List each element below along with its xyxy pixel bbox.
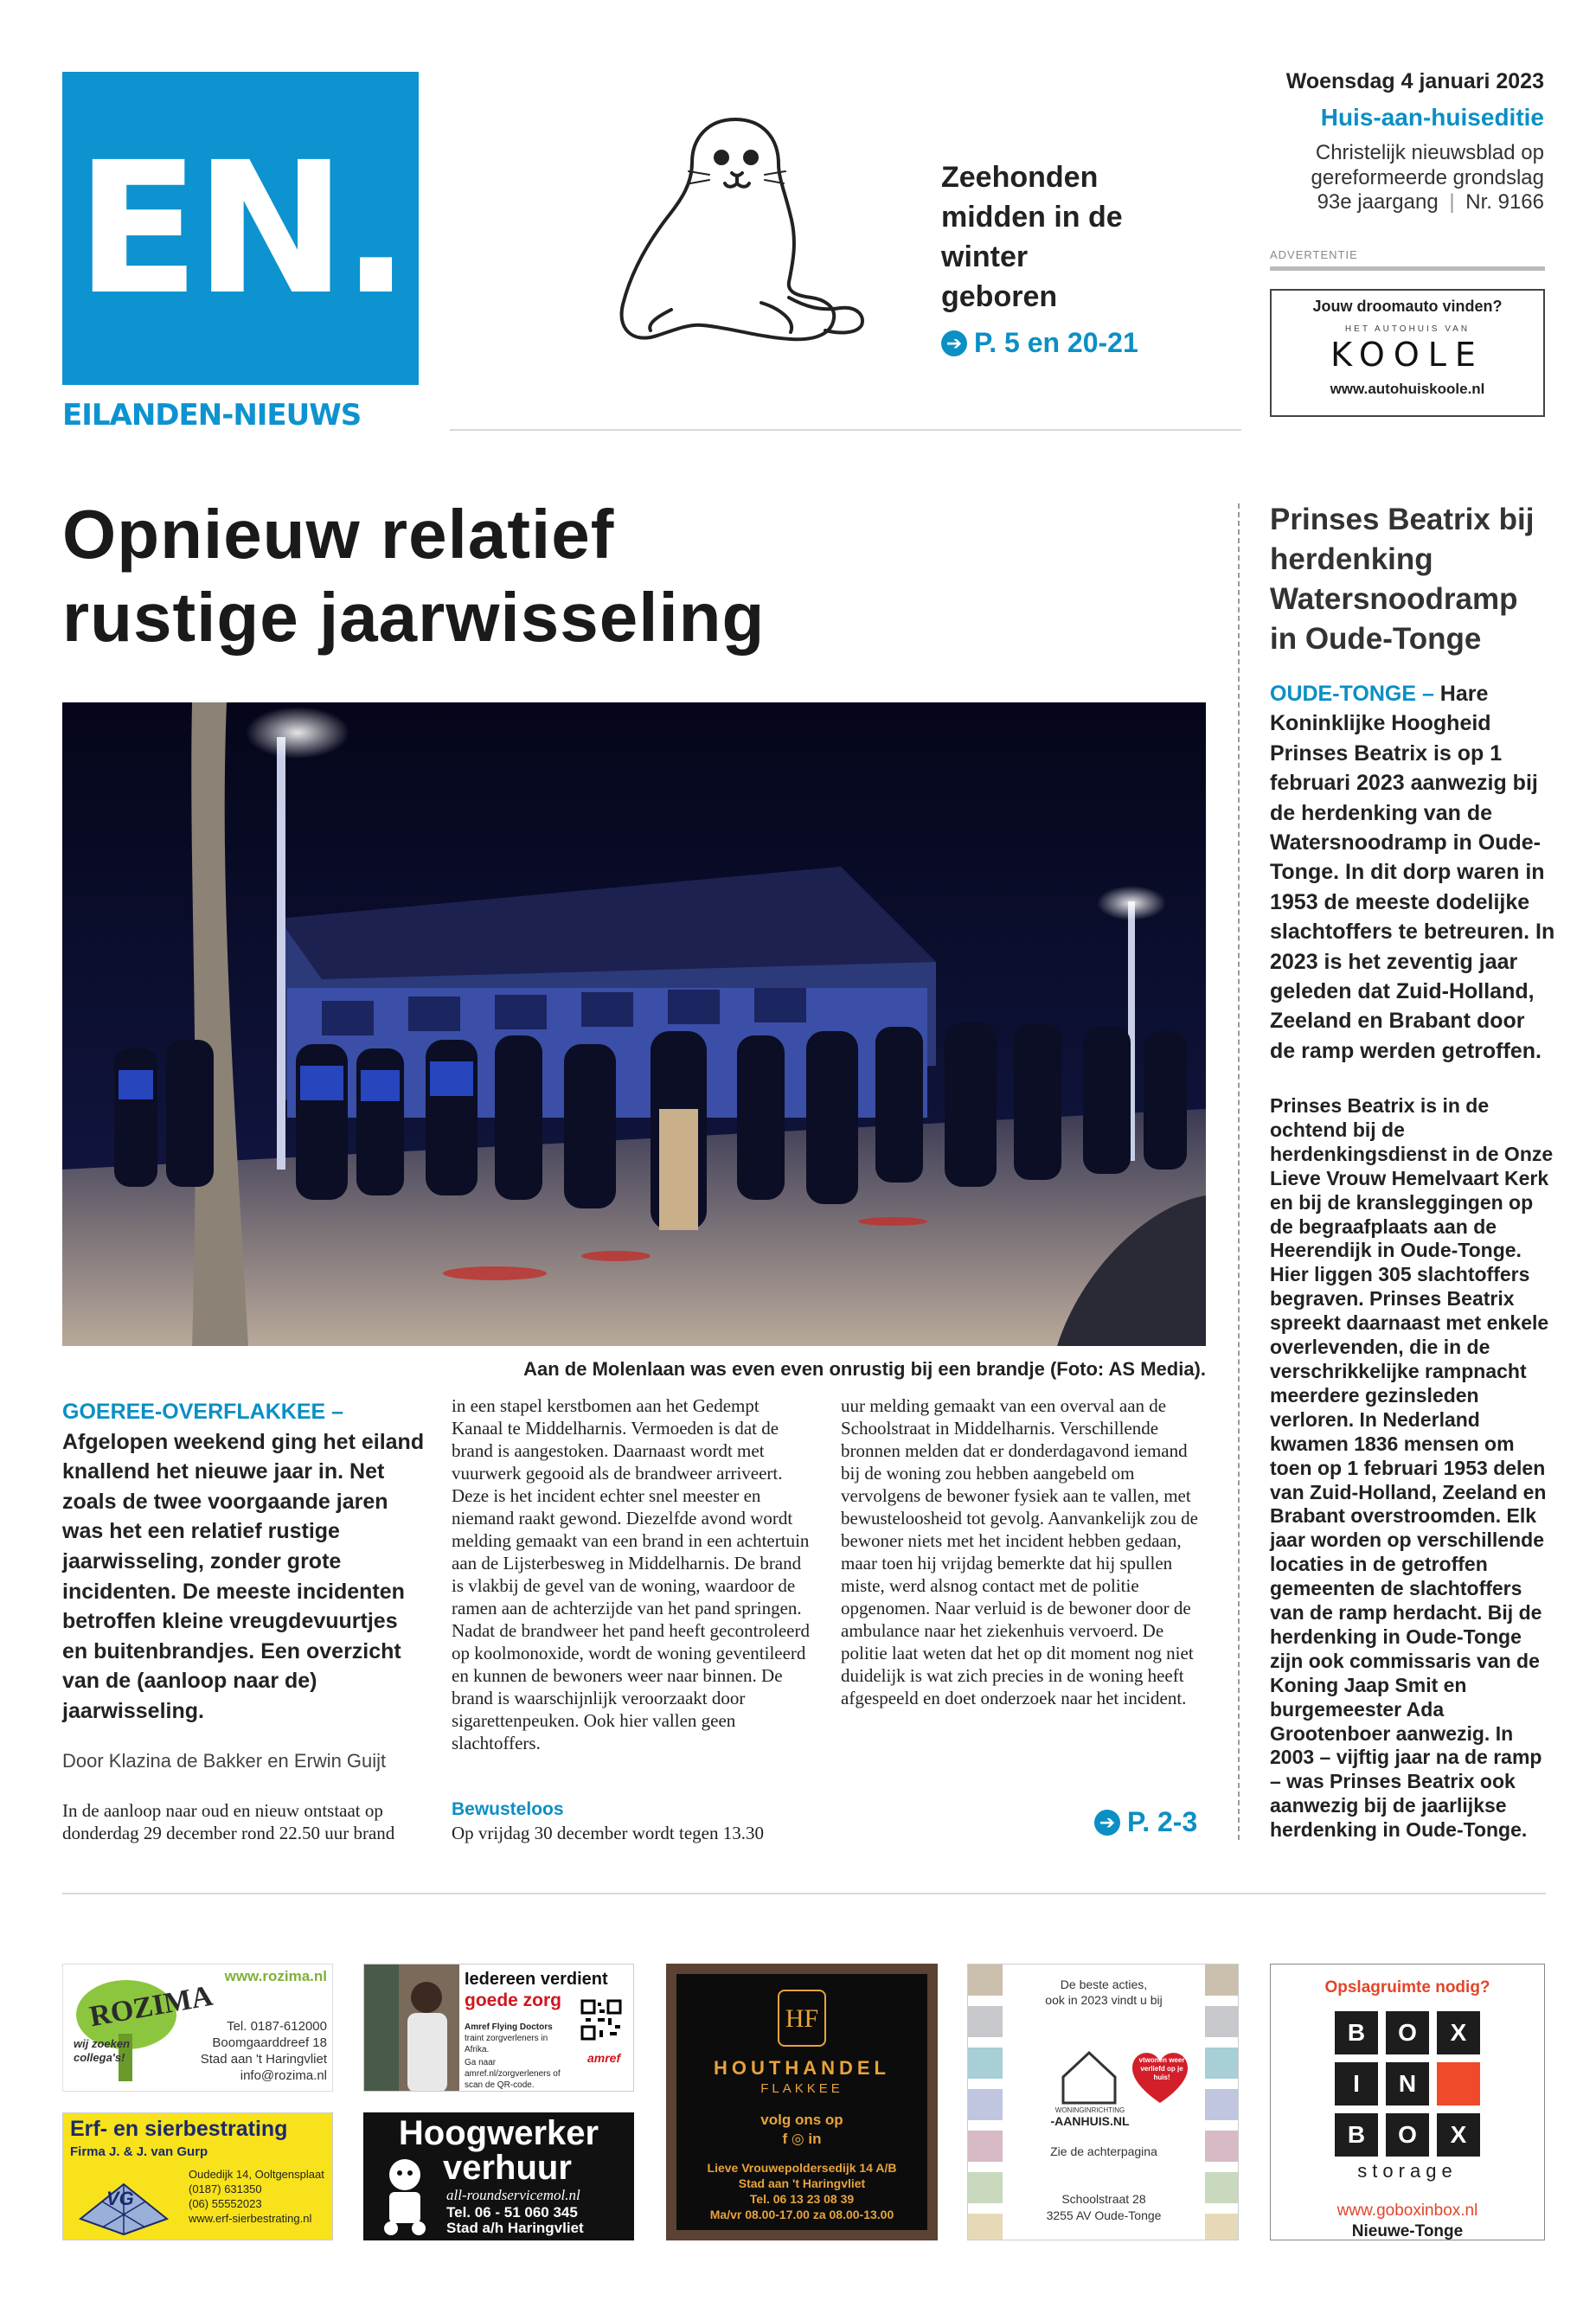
sidebar-lead-text: Hare Koninklijke Hoogheid Prinses Beatrix is op 1 februari 2023 aanwezig bij de herdenking van de Watersnoodramp in Oude-Tonge. In dit dorp waren in 1953 de meeste dodelijke slachtoffers te betreuren. In 2023 is het zeventig jaar geleden dat Zuid-Holland, Zeeland en Brabant door de ramp werden getroffen. [1270, 682, 1555, 1063]
teaser-page-link[interactable] [941, 327, 1138, 359]
teaser-title[interactable]: Zeehonden midden in de winter geboren [941, 161, 1123, 313]
boxinbox-question: Opslagruimte nodig? [1324, 1978, 1490, 1997]
logo-cell: B [1335, 2011, 1378, 2054]
houthandel-city: Stad aan 't Haringvliet [738, 2176, 866, 2190]
intro-dateline: GOEREE-OVERFLAKKEE – [62, 1400, 344, 1424]
logo-cell: I [1335, 2062, 1378, 2106]
rozima-street: Boomgaarddreef 18 [212, 2035, 327, 2050]
erf-address: Oudedijk 14, Ooltgensplaat [189, 2168, 324, 2181]
logo-cell: X [1437, 2113, 1480, 2157]
hoogwerker-phone: Tel. 06 - 51 060 345 [446, 2204, 578, 2221]
koole-advertisement[interactable] [1270, 289, 1545, 417]
aanhuis-street: Schoolstraat 28 [1061, 2192, 1146, 2206]
volume-year: 93e jaargang [1317, 190, 1439, 214]
aanhuis-logo-small: WONINGINRICHTING [1054, 2106, 1125, 2114]
article-column-2: in een stapel kerstbomen aan het Gedempt Kanaal te Middelharnis. Vermoeden is dat de brand is aangestoken. Daarnaast wordt met vuurwerk gegooid als de brandweer arriveert. Deze is het incident echter snel meester en niemand raakt gewond. Diezelfde avond wordt melding gemaakt van een brand in een achtertuin aan de Lijsterbesweg in Middelharnis. De brand is vlakbij de gevel van de woning, waardoor de ramen aan de achterzijde van het pand springen. Nadat de brandweer het pand heeft gecontroleerd op koolmonoxide, wordt de woning geventileerd en kunnen de bewoners weer naar binnen. De brand is waarschijnlijk veroorzaakt door sigarettenpeuken. Ook hier vallen geen slachtoffers. [452, 1395, 810, 1753]
photo-caption: Aan de Molenlaan was even even onrustig bij een brandje (Foto: AS Media). [523, 1358, 1206, 1380]
erf-sierbestrating-advertisement[interactable] [62, 2112, 333, 2240]
hoogwerker-line-1: Hoogwerker [398, 2114, 599, 2152]
edition-description: Christelijk nieuwsblad op gereformeerde grondslag [1311, 141, 1544, 189]
houthandel-hours: Ma/vr 08.00-17.00 za 08.00-13.00 [709, 2208, 894, 2221]
erf-owner: Firma J. & J. van Gurp [70, 2144, 208, 2159]
lead-photo [62, 702, 1206, 1346]
rozima-phone: Tel. 0187-612000 [227, 2019, 327, 2034]
social-icons[interactable]: f ◎ in [782, 2131, 822, 2147]
advertisement-label: ADVERTENTIE [1270, 248, 1358, 261]
article-column-2-bottom: Op vrijdag 30 december wordt tegen 13.30 [452, 1823, 764, 1843]
aanhuis-city: 3255 AV Oude-Tonge [1046, 2208, 1162, 2222]
amref-logo: amref [587, 2051, 621, 2065]
amref-cta: Ga naar amref.nl/zorgverleners of scan de QR-code. [465, 2058, 561, 2090]
rozima-tagline: wij zoeken collega's! [74, 2037, 131, 2064]
edition-type: Huis-aan-huiseditie [1320, 104, 1544, 131]
hoogwerker-advertisement[interactable] [363, 2112, 634, 2240]
houthandel-phone: Tel. 06 13 23 08 39 [749, 2192, 855, 2206]
amref-title: Iedereen verdient [465, 1970, 608, 1989]
boxinbox-logo-grid [1335, 2011, 1480, 2157]
aanhuis-intro-1: De beste acties, [1060, 1977, 1148, 1991]
hoogwerker-city: Stad a/h Haringvliet [446, 2220, 584, 2236]
meta-separator: | [1449, 190, 1455, 214]
aanhuis-heart-text: vtwonen weer verliefd op je huis! [1138, 2056, 1185, 2081]
seal-illustration [606, 104, 882, 363]
byline: Door Klazina de Bakker en Erwin Guijt [62, 1750, 387, 1772]
logo-cell: O [1386, 2113, 1429, 2157]
sidebar-headline[interactable]: Prinses Beatrix bij herdenking Watersnoodramp in Oude-Tonge [1270, 503, 1535, 656]
erf-url[interactable]: www.erf-sierbestrating.nl [189, 2212, 312, 2225]
continued-page-link[interactable] [1094, 1806, 1197, 1838]
houthandel-sub: FLAKKEE [760, 2081, 843, 2096]
intro-text: Afgelopen weekend ging het eiland knallend het nieuwe jaar in. Net zoals de twee voorgaande jaren was het een relatief rustige jaarwisseling, zonder grote incidenten. De meeste incidenten betroffen kleine vreugdevuurtjes en buitenbrandjes. Een overzicht van de (aanloop naar de) jaarwisseling. [62, 1429, 425, 1723]
article-column-3: uur melding gemaakt van een overval aan de Schoolstraat in Middelharnis. Verschillende bronnen melden dat er donderdagavond iemand bij de woning zou hebben aangebeld om vervolgens de bewoner fysiek aan te vallen, met bewusteloosheid tot gevolg. Aanvankelijk zou de bewoner niets met het incident hebben gedaan, maar toen hij vrijdag bemerkte dat hij spullen miste, werd alsnog contact met de politie opgenomen. Naar verluid is de bewoner door de ambulance naar het ziekenhuis vervoerd. De politie laat weten dat het op dit moment nog niet duidelijk is wat zich precies in de woning heeft afgespeeld en doet onderzoek naar het incident. [841, 1395, 1198, 1708]
issue-number: Nr. 9166 [1465, 190, 1544, 214]
newspaper-logo [62, 72, 419, 385]
arrow-right-icon: ➔ [941, 330, 967, 356]
column-divider [1238, 503, 1240, 1840]
logo-subtitle: EILANDEN-NIEUWS [62, 398, 362, 433]
aanhuis-logo: -AANHUIS.NL [1050, 2114, 1130, 2128]
hoogwerker-line-2: verhuur [443, 2149, 572, 2187]
arrow-right-icon: ➔ [1094, 1810, 1120, 1836]
houthandel-address: Lieve Vrouwepoldersedijk 14 A/B [707, 2161, 897, 2175]
amref-subtitle: goede zorg [465, 1990, 562, 2010]
boxinbox-word: storage [1357, 2160, 1458, 2182]
sidebar-dateline: OUDE-TONGE – [1270, 682, 1434, 706]
aanhuis-note: Zie de achterpagina [1050, 2144, 1157, 2158]
koole-question: Jouw droomauto vinden? [1312, 298, 1503, 315]
erf-logo-text: VG [106, 2188, 134, 2209]
houthandel-monogram: HF [778, 1990, 826, 2047]
teaser-page-ref: P. 5 en 20-21 [974, 327, 1138, 358]
hoogwerker-url[interactable]: all-roundservicemol.nl [446, 2187, 580, 2203]
boxinbox-url[interactable]: www.goboxinbox.nl [1336, 2202, 1478, 2220]
logo-cell: B [1335, 2113, 1378, 2157]
koole-small-text: HET AUTOHUIS VAN [1344, 324, 1471, 334]
logo-cell: N [1386, 2062, 1429, 2106]
aanhuis-intro-2: ook in 2023 vindt u bij [1045, 1993, 1163, 2007]
continued-page-ref: P. 2-3 [1127, 1806, 1198, 1837]
advertisement-rule [1270, 266, 1545, 271]
article-column-1: In de aanloop naar oud en nieuw ontstaat op donderdag 29 december rond 22.50 uur brand [62, 1800, 395, 1843]
houthandel-advertisement[interactable] [666, 1964, 938, 2240]
houthandel-follow: volg ons op [760, 2112, 843, 2128]
boxinbox-advertisement[interactable] [1270, 1964, 1545, 2240]
koole-logo: KOOLE [1330, 336, 1484, 374]
logo-text: EN. [75, 122, 406, 335]
logo-cell: X [1437, 2011, 1480, 2054]
rozima-advertisement[interactable] [62, 1964, 333, 2092]
rozima-city: Stad aan 't Haringvliet [200, 2052, 327, 2067]
amref-advertisement[interactable] [363, 1964, 634, 2092]
logo-cell-accent [1437, 2062, 1480, 2106]
rozima-url[interactable]: www.rozima.nl [224, 1968, 327, 1984]
sidebar-lead [1270, 679, 1555, 1066]
koole-url[interactable]: www.autohuiskoole.nl [1330, 381, 1485, 397]
rozima-email[interactable]: info@rozima.nl [240, 2068, 327, 2083]
subheading-bewusteloos: Bewusteloos [452, 1799, 564, 1819]
edition-meta [1317, 190, 1544, 215]
main-headline[interactable]: Opnieuw relatief rustige jaarwisseling [62, 496, 766, 656]
lead-intro [62, 1397, 426, 1727]
erf-phone-2: (06) 55552023 [189, 2197, 262, 2210]
amref-text: traint zorgverleners in Afrika. [465, 2034, 548, 2054]
ads-divider [62, 1893, 1546, 1894]
houthandel-name: HOUTHANDEL [714, 2057, 890, 2079]
erf-phone-1: (0187) 631350 [189, 2182, 262, 2195]
erf-title: Erf- en sierbestrating [70, 2117, 288, 2141]
aanhuis-advertisement[interactable] [967, 1964, 1239, 2240]
masthead-divider [450, 429, 1241, 431]
sidebar-body: Prinses Beatrix is in de ochtend bij de herdenkingsdienst in de Onze Lieve Vrouw Hemelvaart Kerk en bij de kransleggingen op de begraafplaats aan de Heerendijk in Oude-Tonge. Hier liggen 305 slachtoffers begraven. Prinses Beatrix spreekt daarnaast met enkele overlevenden, die in de verschrikkelijke rampnacht meerdere gezinsleden verloren. In Nederland kwamen 1836 mensen om toen op 1 februari 1953 delen van Zuid-Holland, Zeeland en Brabant overstroomden. Elk jaar worden op verschillende locaties in de getroffen gemeenten de slachtoffers van de ramp herdacht. Bij de herdenking in Oude-Tonge zijn ook commissaris van de Koning Jaap Smit en burgemeester Ada Grootenboer aanwezig. In 2003 – vijftig jaar na de ramp – was Prinses Beatrix ook aanwezig bij de jaarlijkse herdenking in Oude-Tonge. [1270, 1094, 1554, 1842]
edition-date: Woensdag 4 januari 2023 [1285, 69, 1544, 93]
lift-mascot-icon [370, 2154, 439, 2237]
logo-cell: O [1386, 2011, 1429, 2054]
qr-code-icon[interactable] [580, 1999, 622, 2041]
amref-photo [364, 1965, 459, 2092]
amref-org: Amref Flying Doctors [465, 2022, 553, 2032]
boxinbox-city: Nieuwe-Tonge [1351, 2222, 1464, 2240]
rozima-name: ROZIMA [87, 1979, 215, 2034]
